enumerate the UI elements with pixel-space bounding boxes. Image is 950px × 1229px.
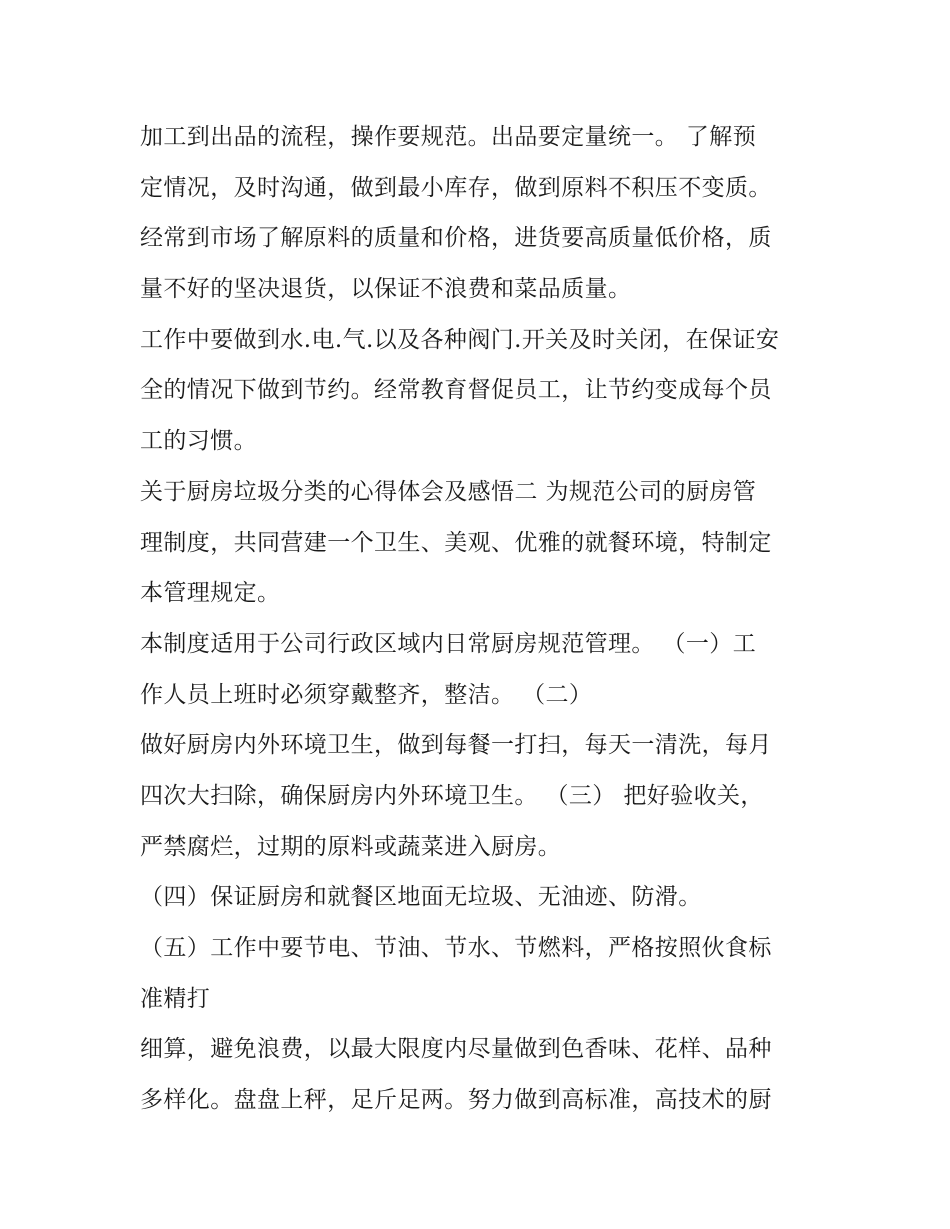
text-line-13: 做好厨房内外环境卫生，做到每餐一打扫，每天一清洗，每月 [140,732,772,759]
text-line-16: （四）保证厨房和就餐区地面无垃圾、无油迹、防滑。 [140,884,702,911]
text-line-2: 定情况，及时沟通，做到最小库存，做到原料不积压不变质。 [140,174,772,201]
text-line-12: 作人员上班时必须穿戴整齐，整洁。 （二） [140,681,593,708]
text-line-6: 全的情况下做到节约。经常教育督促员工，让节约变成每个员 [140,377,772,404]
text-line-8: 关于厨房垃圾分类的心得体会及感悟二 为规范公司的厨房管 [140,478,757,505]
text-line-14: 四次大扫除，确保厨房内外环境卫生。 （三） 把好验收关， [140,782,764,809]
text-line-7: 工的习惯。 [140,428,257,455]
text-line-15: 严禁腐烂，过期的原料或蔬菜进入厨房。 [140,833,562,860]
text-line-19: 细算，避免浪费，以最大限度内尽量做到色香味、花样、品种 [140,1036,772,1063]
text-line-9: 理制度，共同营建一个卫生、美观、优雅的就餐环境，特制定 [140,529,772,556]
text-line-5: 工作中要做到水.电.气.以及各种阀门.开关及时关闭，在保证安 [140,326,780,353]
text-line-20: 多样化。盘盘上秤，足斤足两。努力做到高标准，高技术的厨 [140,1087,772,1114]
document-body [140,112,840,1126]
text-line-10: 本管理规定。 [140,580,281,607]
text-line-3: 经常到市场了解原料的质量和价格，进货要高质量低价格，质 [140,225,772,252]
text-line-18: 准精打 [140,985,211,1012]
text-line-1: 加工到出品的流程，操作要规范。出品要定量统一。 了解预 [140,124,757,150]
text-line-4: 量不好的坚决退货，以保证不浪费和菜品质量。 [140,276,632,303]
text-line-17: （五）工作中要节电、节油、节水、节燃料，严格按照伙食标 [140,935,772,961]
text-line-11: 本制度适用于公司行政区域内日常厨房规范管理。 （一）工 [140,630,757,657]
